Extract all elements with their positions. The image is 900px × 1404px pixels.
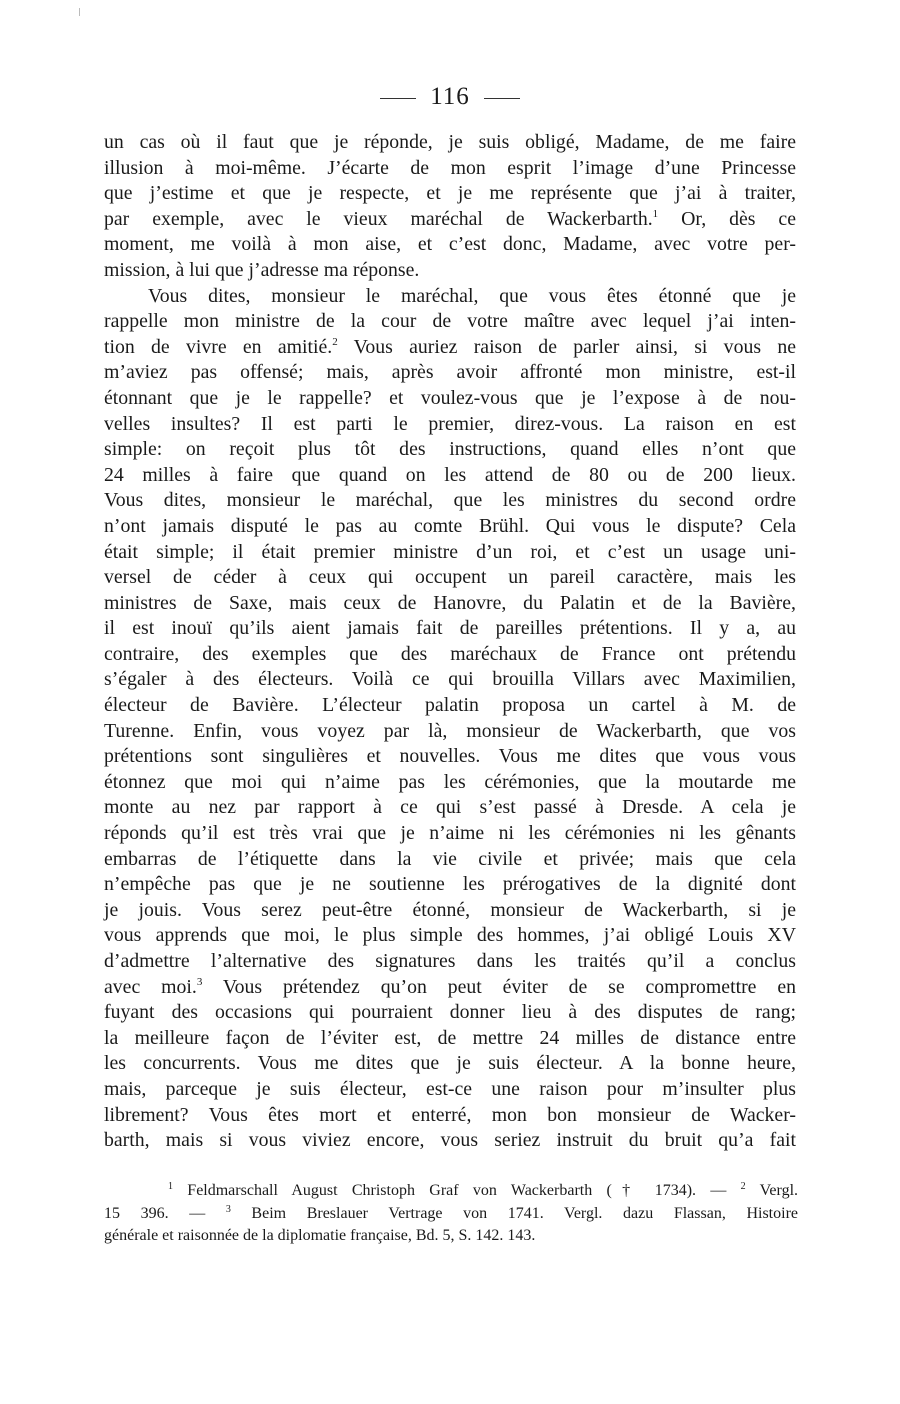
text-line [104, 540, 796, 566]
line-text: moment, me voilà à mon aise, et c’est donc, Madame, avec votre per- [104, 233, 796, 256]
page-header [0, 82, 900, 112]
line-text: Vous dites, monsieur le maréchal, que les ministres du second ordre [104, 489, 796, 512]
line-text: Vous dites, monsieur le maréchal, que vous êtes étonné que je [148, 284, 796, 307]
footnote-marker: 3 [196, 975, 203, 988]
footnote-marker: 2 [332, 335, 338, 348]
line-text: barth, mais si vous viviez encore, vous seriez instruit du bruit qu’a fait [104, 1129, 796, 1152]
line-text: que j’estime et que je respecte, et je me représente que j’ai à traiter, [104, 182, 796, 205]
line-text: les concurrents. Vous me dites que je suis électeur. A la bonne heure, [104, 1052, 796, 1075]
line-text-after: Or, dès ce [658, 207, 796, 230]
line-text: contraire, des exemples que des maréchaux de France ont prétendu [104, 642, 796, 665]
line-text: illusion à moi-même. J’écarte de mon esprit l’image d’une Princesse [104, 156, 796, 179]
line-text: n’empêche pas que je ne soutienne les prérogatives de la dignité dont [104, 873, 796, 896]
header-dash-left [380, 98, 416, 99]
text-line [104, 847, 796, 873]
footnote-number: 2 [740, 1181, 746, 1192]
footnote-line [104, 1203, 798, 1226]
line-text: monte au nez par rapport à ce qui s’est passé à Dresde. A cela je [104, 796, 796, 819]
text-line [104, 616, 796, 642]
text-line [104, 463, 796, 489]
line-text: ministres de Saxe, mais ceux de Hanovre, du Palatin et de la Bavière, [104, 591, 796, 614]
footnote-number: 1 [168, 1181, 173, 1192]
text-line [104, 565, 796, 591]
text-line [104, 1026, 796, 1052]
line-text: étonnant que je le rappelle? et voulez-vous que je l’expose à de nou- [104, 386, 796, 409]
line-text: 24 milles à faire que quand on les attend de 80 ou de 200 lieux. [104, 463, 796, 486]
line-text: je jouis. Vous serez peut-être étonné, monsieur de Wackerbarth, si je [104, 898, 796, 921]
line-text: étonnez que moi qui n’aime pas les cérémonies, que la moutarde me [104, 770, 796, 793]
line-text-after: Vous auriez raison de parler ainsi, si vous ne [337, 335, 796, 358]
line-text: librement? Vous êtes mort et enterré, mon bon monsieur de Wacker- [104, 1103, 796, 1126]
footnote-text: générale et raisonnée de la diplomatie française, Bd. 5, S. 142. 143. [104, 1227, 536, 1244]
text-line [104, 770, 796, 796]
text-line [104, 1128, 796, 1154]
text-line [104, 207, 796, 233]
body-text [104, 130, 796, 1154]
text-line [104, 360, 796, 386]
text-line [104, 412, 796, 438]
text-line [104, 232, 796, 258]
line-text: mais, parceque je suis électeur, est-ce une raison pour m’insulter plus [104, 1077, 796, 1100]
text-line [104, 591, 796, 617]
text-line [104, 1051, 796, 1077]
text-line [104, 719, 796, 745]
text-line [104, 335, 796, 361]
text-line [104, 156, 796, 182]
footnotes [104, 1180, 798, 1248]
line-text: il est inouï qu’ils aient jamais fait de pareilles prétentions. Il y a, au [104, 617, 796, 640]
line-text: la meilleure façon de l’éviter est, de mettre 24 milles de distance entre [104, 1026, 796, 1049]
text-line [104, 693, 796, 719]
footnote-line [104, 1180, 798, 1203]
text-line [104, 821, 796, 847]
line-text: réponds qu’il est très vrai que je n’aime ni les cérémonies ni les gênants [104, 822, 796, 845]
text-line [104, 949, 796, 975]
text-line [104, 130, 796, 156]
line-text: versel de céder à ceux qui occupent un pareil caractère, mais les [104, 566, 796, 589]
line-text: vous apprends que moi, le plus simple des hommes, j’ai obligé Louis XV [104, 924, 796, 947]
line-text: tion de vivre en amitié. [104, 335, 333, 358]
text-line [104, 1077, 796, 1103]
text-line [104, 923, 796, 949]
line-text: d’admettre l’alternative des signatures dans les traités qu’il a conclus [104, 950, 796, 972]
line-text: électeur de Bavière. L’électeur palatin proposa un cartel à M. de [104, 694, 796, 717]
line-text: embarras de l’étiquette dans la vie civile et privée; mais que cela [104, 847, 796, 870]
text-line [104, 309, 796, 335]
line-text: n’ont jamais disputé le pas au comte Brühl. Qui vous le dispute? Cela [104, 514, 796, 537]
footnote-number: 3 [225, 1203, 231, 1215]
text-line [104, 386, 796, 412]
line-text: Turenne. Enfin, vous voyez par là, monsieur de Wackerbarth, que vos [104, 719, 796, 742]
footnote-marker: 1 [652, 207, 659, 220]
line-text: prétentions sont singulières et nouvelles. Vous me dites que vous vous [104, 745, 796, 768]
text-line [104, 872, 796, 898]
text-line [104, 514, 796, 540]
line-text: par exemple, avec le vieux maréchal de Wackerbarth. [104, 207, 653, 230]
scan-mark [79, 8, 80, 16]
text-line [104, 1000, 796, 1026]
line-text: avec moi. [104, 975, 197, 998]
footnote-text: Feldmarschall August Christoph Graf von Wackerbarth († 1734). — [173, 1182, 741, 1199]
line-text: était simple; il était premier ministre d’un roi, et c’est un usage uni- [104, 540, 796, 563]
line-text: simple: on reçoit plus tôt des instructions, quand elles n’ont que [104, 438, 796, 461]
text-line [104, 181, 796, 207]
footnote-text: 15 396. — [104, 1204, 226, 1222]
text-line [104, 437, 796, 463]
line-text: rappelle mon ministre de la cour de votre maître avec lequel j’ai inten- [104, 310, 796, 333]
text-line [104, 1103, 796, 1129]
text-line [104, 488, 796, 514]
line-text: velles insultes? Il est parti le premier, direz-vous. La raison en est [104, 412, 796, 435]
text-line [104, 642, 796, 668]
text-line [104, 795, 796, 821]
text-line [104, 898, 796, 924]
line-text-after: Vous prétendez qu’on peut éviter de se compromettre en [202, 975, 796, 998]
header-dash-right [484, 98, 520, 99]
text-line [104, 975, 796, 1001]
footnote-text-after: Vergl. [745, 1182, 799, 1199]
footnote-line [104, 1225, 798, 1248]
text-line [104, 744, 796, 770]
line-text: m’aviez pas offensé; mais, après avoir affronté mon ministre, est-il [104, 361, 796, 384]
text-line [104, 667, 796, 693]
text-line [104, 258, 796, 284]
line-text: un cas où il faut que je réponde, je suis obligé, Madame, de me faire [104, 131, 796, 153]
text-line [104, 284, 796, 310]
page-number: 116 [430, 83, 470, 110]
line-text: mission, à lui que j’adresse ma réponse. [104, 258, 420, 281]
line-text: fuyant des occasions qui pourraient donner lieu à des disputes de rang; [104, 1001, 796, 1024]
line-text: s’égaler à des électeurs. Voilà ce qui brouilla Villars avec Maximilien, [104, 668, 796, 691]
footnote-text-after: Beim Breslauer Vertrage von 1741. Vergl. dazu Flassan, Histoire [230, 1204, 798, 1222]
